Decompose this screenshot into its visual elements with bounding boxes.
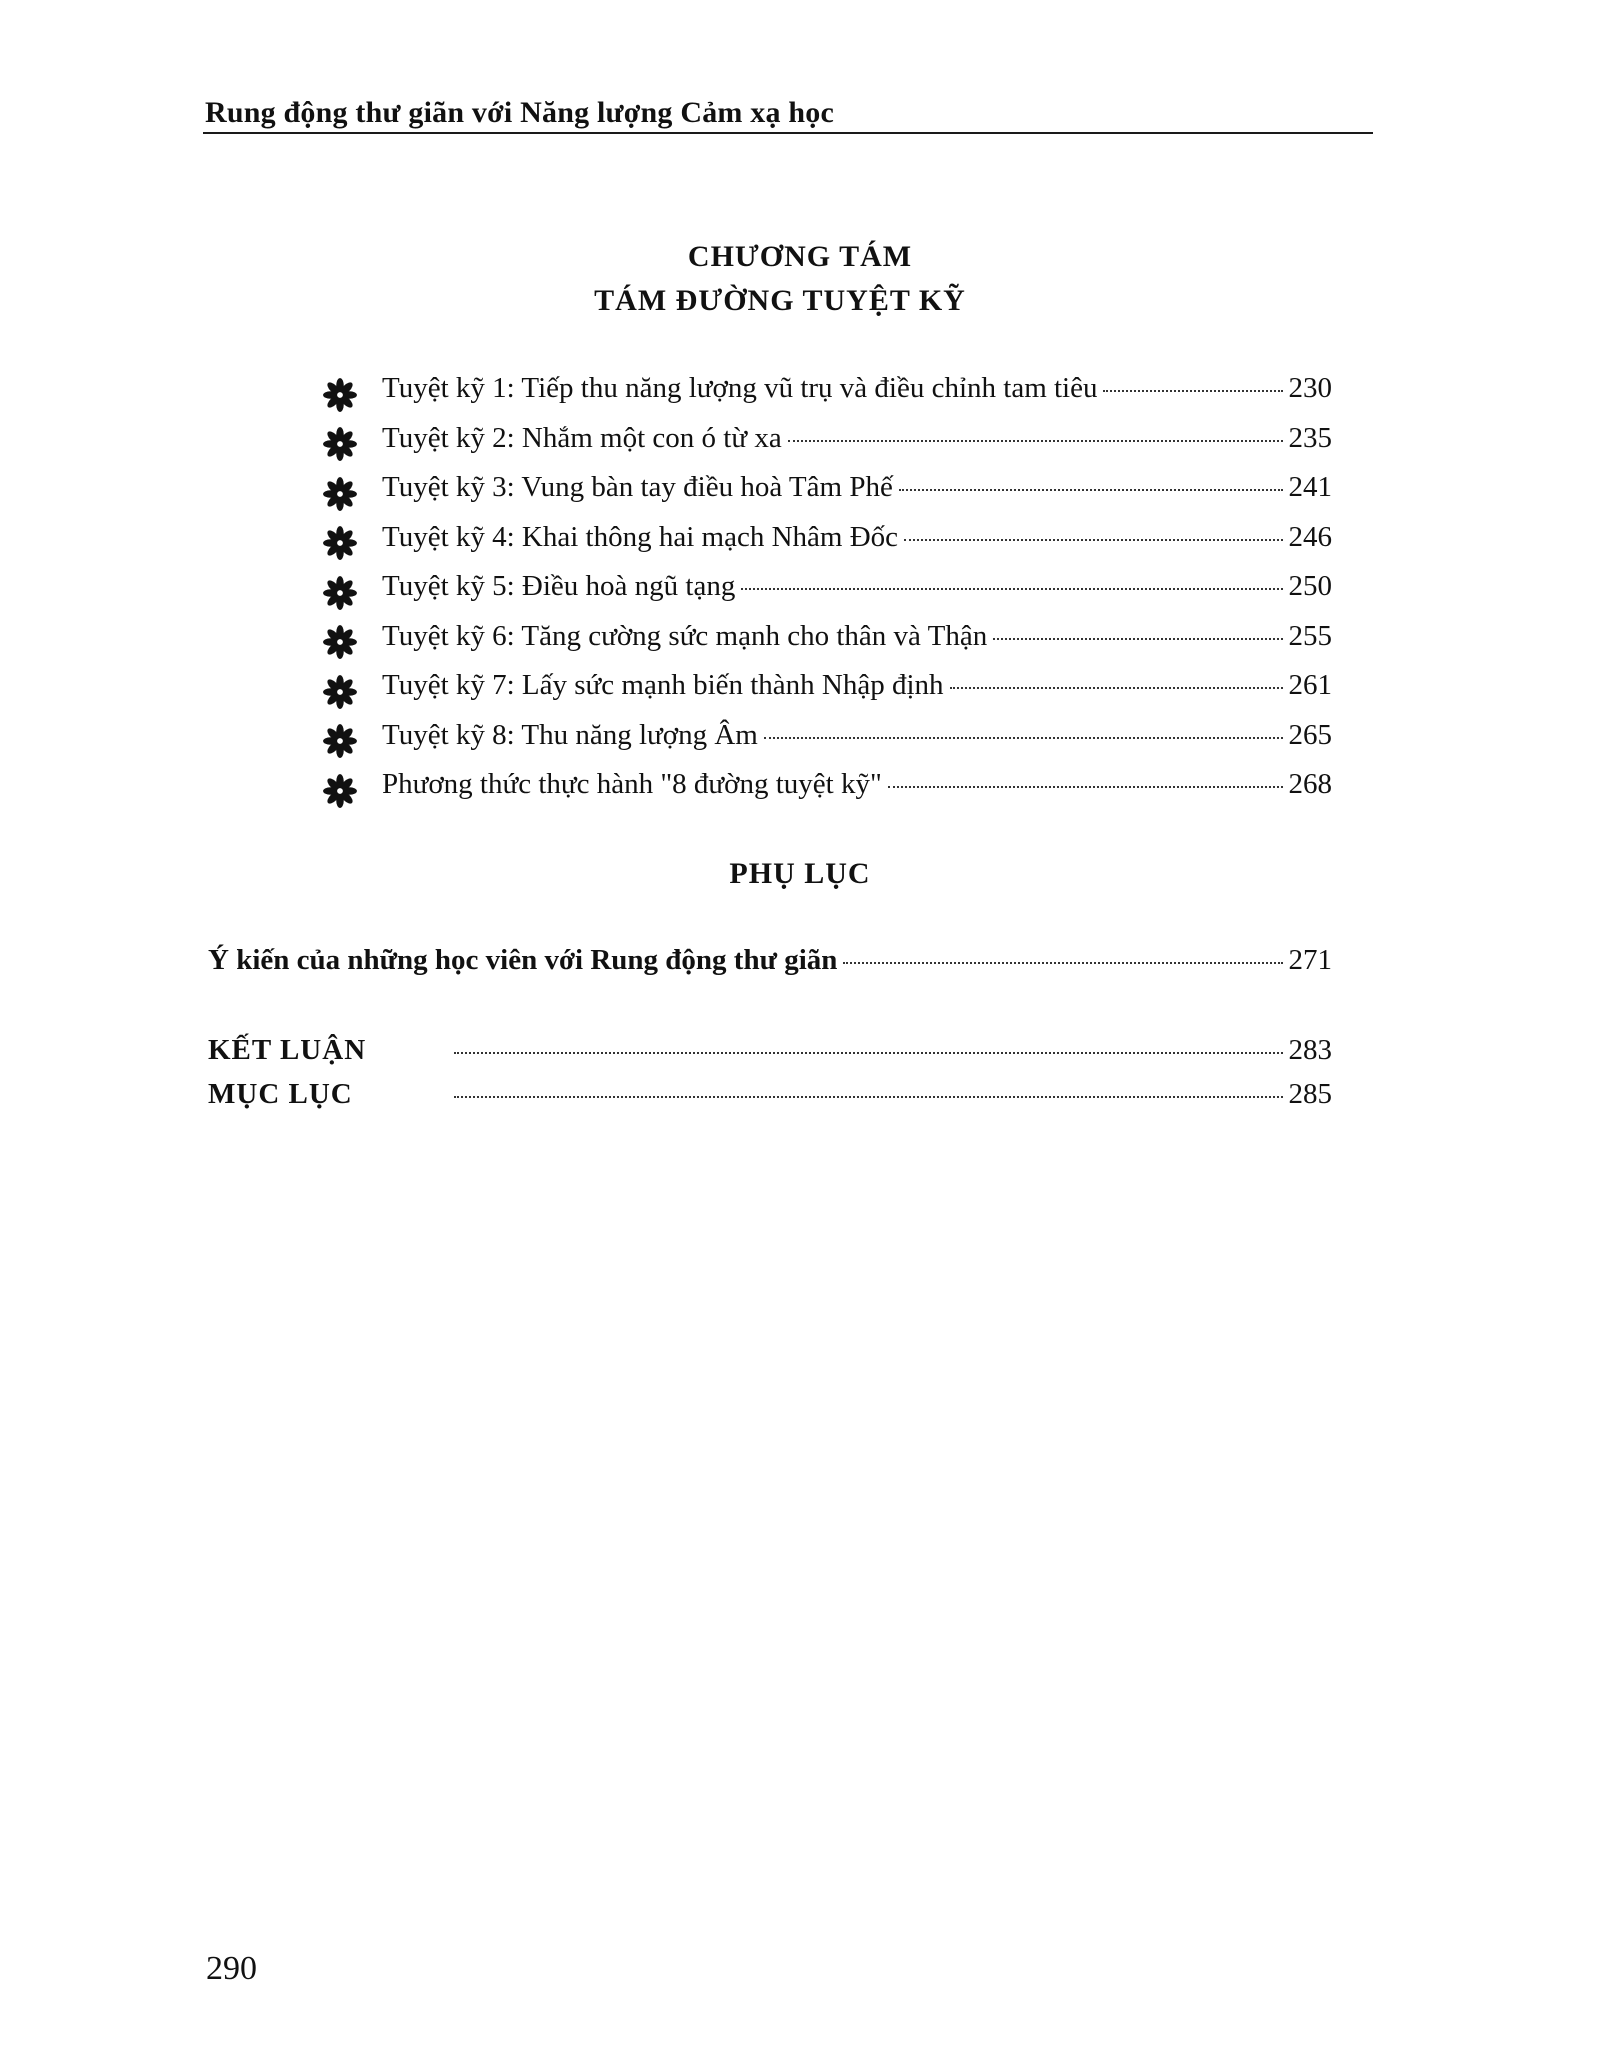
toc-item-text: Tuyệt kỹ 2: Nhắm một con ó từ xa <box>382 421 782 454</box>
chapter-label: CHƯƠNG TÁM <box>687 240 913 273</box>
toc-item-text: Tuyệt kỹ 4: Khai thông hai mạch Nhâm Đốc <box>382 520 899 553</box>
toc-item-page: 255 <box>1288 619 1332 652</box>
dot-leader <box>788 440 1283 442</box>
dot-leader <box>904 539 1282 541</box>
flower-bullet-icon <box>322 773 358 809</box>
toc-item-page: 265 <box>1288 718 1332 751</box>
toc-item-page: 268 <box>1288 768 1332 800</box>
toc-item[interactable] <box>322 669 1332 719</box>
toc-item-page: 250 <box>1288 570 1332 602</box>
toc-item-text: Tuyệt kỹ 6: Tăng cường sức mạnh cho thân và Thận <box>382 619 988 652</box>
toc-item-text: Tuyệt kỹ 5: Điều hoà ngũ tạng <box>382 570 736 602</box>
dot-leader <box>843 962 1282 964</box>
toc-item-text: Tuyệt kỹ 7: Lấy sức mạnh biến thành Nhập định <box>382 669 944 701</box>
toc-item[interactable] <box>322 471 1332 521</box>
appendix-entry-text: Ý kiến của những học viên với Rung động thư giãn <box>208 944 838 976</box>
flower-bullet-icon <box>322 377 358 413</box>
toc-item[interactable] <box>322 521 1332 571</box>
toc-item[interactable] <box>322 620 1332 670</box>
toc-item[interactable] <box>322 570 1332 620</box>
flower-bullet-icon <box>322 525 358 561</box>
running-header: Rung động thư giãn với Năng lượng Cảm xạ học <box>205 96 834 129</box>
appendix-entry[interactable] <box>208 944 1332 977</box>
chapter-title: TÁM ĐƯỜNG TUYỆT KỸ <box>594 284 966 317</box>
conclusion-entry-text: KẾT LUẬN <box>208 1034 367 1066</box>
dot-leader <box>764 737 1283 739</box>
toc-item-page: 241 <box>1288 471 1332 503</box>
flower-bullet-icon <box>322 624 358 660</box>
dot-leader <box>950 687 1283 689</box>
dot-leader <box>454 1052 1283 1054</box>
toc-item[interactable] <box>322 768 1332 818</box>
dot-leader <box>741 588 1282 590</box>
toc-item-text: Phương thức thực hành "8 đường tuyệt kỹ" <box>382 768 882 800</box>
toc-item-text: Tuyệt kỹ 1: Tiếp thu năng lượng vũ trụ và điều chỉnh tam tiêu <box>382 372 1098 404</box>
flower-bullet-icon <box>322 674 358 710</box>
toc-item-text: Tuyệt kỹ 8: Thu năng lượng Âm <box>382 718 758 751</box>
dot-leader <box>899 489 1283 491</box>
dot-leader <box>888 786 1283 788</box>
conclusion-entry-page: 283 <box>1288 1034 1332 1066</box>
toc-item[interactable] <box>322 372 1332 422</box>
dot-leader <box>454 1096 1283 1098</box>
appendix-entry-page: 271 <box>1288 944 1332 976</box>
contents-entry[interactable] <box>208 1078 1332 1111</box>
toc-item-page: 261 <box>1288 669 1332 701</box>
contents-entry-page: 285 <box>1288 1078 1332 1110</box>
toc-list <box>322 372 1332 818</box>
flower-bullet-icon <box>322 476 358 512</box>
dot-leader <box>993 638 1282 640</box>
toc-item-page: 235 <box>1288 421 1332 454</box>
flower-bullet-icon <box>322 723 358 759</box>
flower-bullet-icon <box>322 575 358 611</box>
toc-item-page: 246 <box>1288 520 1332 553</box>
toc-item[interactable] <box>322 719 1332 769</box>
appendix-heading: PHỤ LỤC <box>729 857 871 890</box>
conclusion-entry[interactable] <box>208 1034 1332 1067</box>
header-rule <box>203 132 1373 134</box>
toc-item-text: Tuyệt kỹ 3: Vung bàn tay điều hoà Tâm Phế <box>382 471 893 503</box>
toc-item-page: 230 <box>1288 372 1332 404</box>
page-number: 290 <box>206 1950 257 1987</box>
toc-item[interactable] <box>322 422 1332 472</box>
dot-leader <box>1103 390 1282 392</box>
flower-bullet-icon <box>322 426 358 462</box>
contents-entry-text: MỤC LỤC <box>208 1078 353 1110</box>
